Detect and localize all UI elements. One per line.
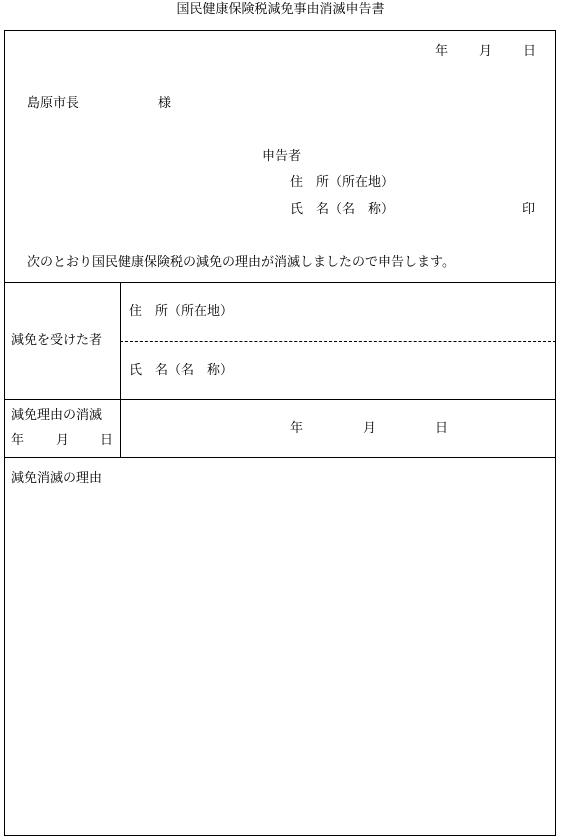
reason-label: 減免消滅の理由: [11, 471, 103, 486]
extinction-date-label: 減免理由の消滅: [11, 408, 103, 423]
table-top-rule: [4, 282, 556, 283]
declarant-name-label: 氏 名（名 称）: [290, 202, 395, 217]
recipient-label: 減免を受けた者: [11, 333, 103, 348]
addressee-suffix: 様: [158, 96, 172, 111]
extinction-date-day: 日: [435, 421, 449, 436]
row-divider-1: [4, 399, 556, 400]
extinction-date-year: 年: [290, 421, 304, 436]
header-date-month: 月: [479, 44, 493, 59]
addressee: 島原市長: [27, 96, 80, 111]
header-date-year: 年: [435, 44, 449, 59]
seal-mark: 印: [522, 202, 536, 217]
header-date-day: 日: [523, 44, 537, 59]
row-divider-2: [4, 457, 556, 458]
extinction-label-month: 月: [56, 433, 70, 448]
extinction-date-month: 月: [363, 421, 377, 436]
declarant-label: 申告者: [262, 149, 302, 164]
column-divider: [120, 282, 121, 457]
recipient-dashed-separator: [120, 341, 556, 342]
extinction-label-year: 年: [11, 433, 25, 448]
extinction-label-day: 日: [100, 433, 114, 448]
recipient-name-label: 氏 名（名 称）: [129, 363, 234, 378]
document-title: 国民健康保険税減免事由消滅申告書: [176, 2, 385, 17]
recipient-address-label: 住 所（所在地）: [129, 304, 234, 319]
declarant-address-label: 住 所（所在地）: [290, 175, 395, 190]
statement-text: 次のとおり国民健康保険税の減免の理由が消滅しましたので申告します。: [27, 255, 455, 270]
